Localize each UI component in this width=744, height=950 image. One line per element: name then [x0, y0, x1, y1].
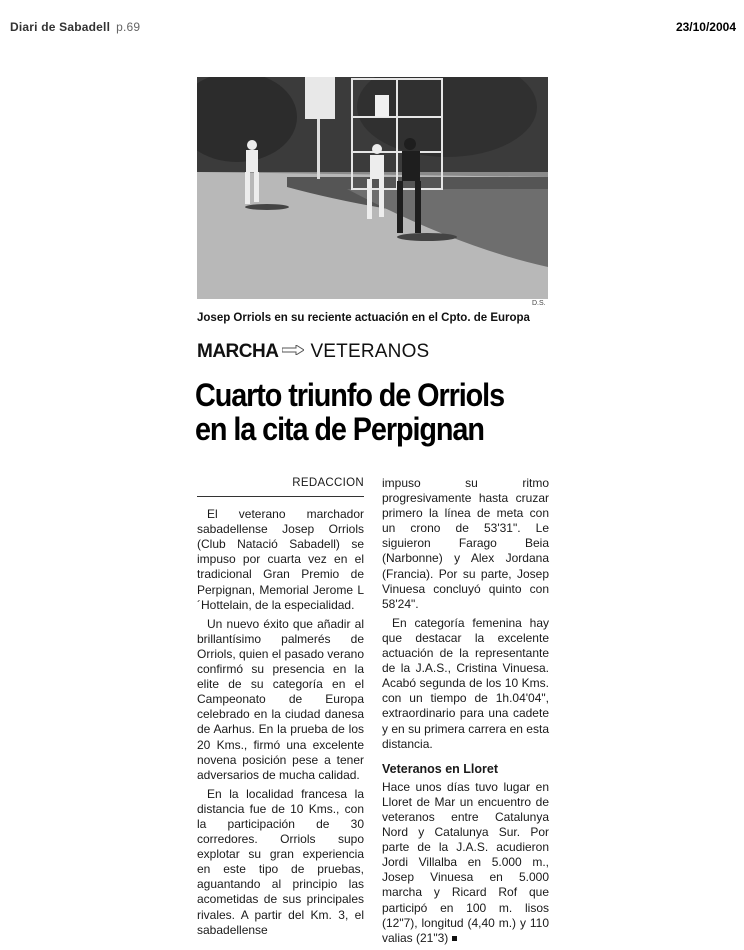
photo-credit: D.S. — [532, 300, 546, 307]
arrow-right-icon — [282, 345, 304, 355]
section-sub: VETERANOS — [310, 341, 430, 362]
article-paragraph-3b: impuso su ritmo progresivamente hasta cruzar primero la línea de meta con un crono de 53'31". Le siguieron Farago Beia (Narbonne) y Alex Jordana (Francia). Por su parte, Josep Vinuesa concluyó quinto con 58'24". — [382, 476, 549, 611]
headline-line-2: en la cita de Perpignan — [195, 411, 484, 447]
photo-caption: Josep Orriols en su reciente actuación en el Cpto. de Europa — [197, 312, 530, 324]
article-column-1 — [197, 476, 364, 942]
race-photo — [197, 77, 548, 299]
publication-title: Diari de Sabadell — [10, 20, 111, 34]
race-photo-illustration — [197, 77, 548, 299]
publication-name — [10, 20, 140, 34]
article-column-2 — [382, 476, 549, 950]
headline — [195, 378, 519, 446]
byline-divider — [197, 496, 364, 497]
byline: REDACCION — [292, 477, 364, 489]
headline-line-1: Cuarto triunfo de Orriols — [195, 377, 505, 413]
article-paragraph-3a: En la localidad francesa la distancia fue de 10 Kms., con la participación de 30 corredores. Orriols supo explotar su gran experiencia en este tipo de pruebas, aguantando al principio las acometidas de sus principales rivales. A partir del Km. 3, el sabadellense — [197, 786, 364, 937]
publication-date: 23/10/2004 — [675, 20, 736, 34]
article-paragraph-4: En categoría femenina hay que destacar la excelente actuación de la representante de la J.A.S., Cristina Vinuesa. Acabó segunda de los 10 Kms. con un tiempo de 1h.04'04", extraordinario para una cadete y en su primera carrera en esta distancia. — [382, 615, 549, 751]
end-of-article-mark — [452, 936, 457, 941]
section-label — [197, 341, 429, 363]
section-main: MARCHA — [197, 341, 279, 362]
final-paragraph-text: Hace unos días tuvo lugar en Lloret de Mar un encuentro de veteranos entre Catalunya Nord y Catalunya Sur. Por parte de la J.A.S. acudieron Jordi Villalba en 5.000 m., Josep Vinuesa en 5.000 marcha y Ricard Rof que participó en 100 m. lisos (12"7), longitud (4,40 m.) y 110 valias (21"3) — [382, 779, 549, 945]
page-number: p.69 — [116, 20, 141, 34]
page-header — [10, 20, 736, 38]
article-paragraph-final — [382, 780, 549, 946]
article-paragraph-2: Un nuevo éxito que añadir al brillantísimo palmerés de Orriols, quien el pasado verano confirmó su presencia en la elite de su categoría en el Campeonato de Europa celebrado en la ciudad danesa de Aarhus. En la prueba de los 20 Kms., firmó una excelente novena posición pese a tener adversarios de mucha calidad. — [197, 616, 364, 782]
article-paragraph-1: El veterano marchador sabadellense Josep Orriols (Club Natació Sabadell) se impuso por cuarta vez en el tradicional Gran Premio de Perpignan, Memorial Jerome L´Hottelain, de la especialidad. — [197, 507, 364, 612]
article-subhead: Veteranos en Lloret — [382, 761, 499, 776]
